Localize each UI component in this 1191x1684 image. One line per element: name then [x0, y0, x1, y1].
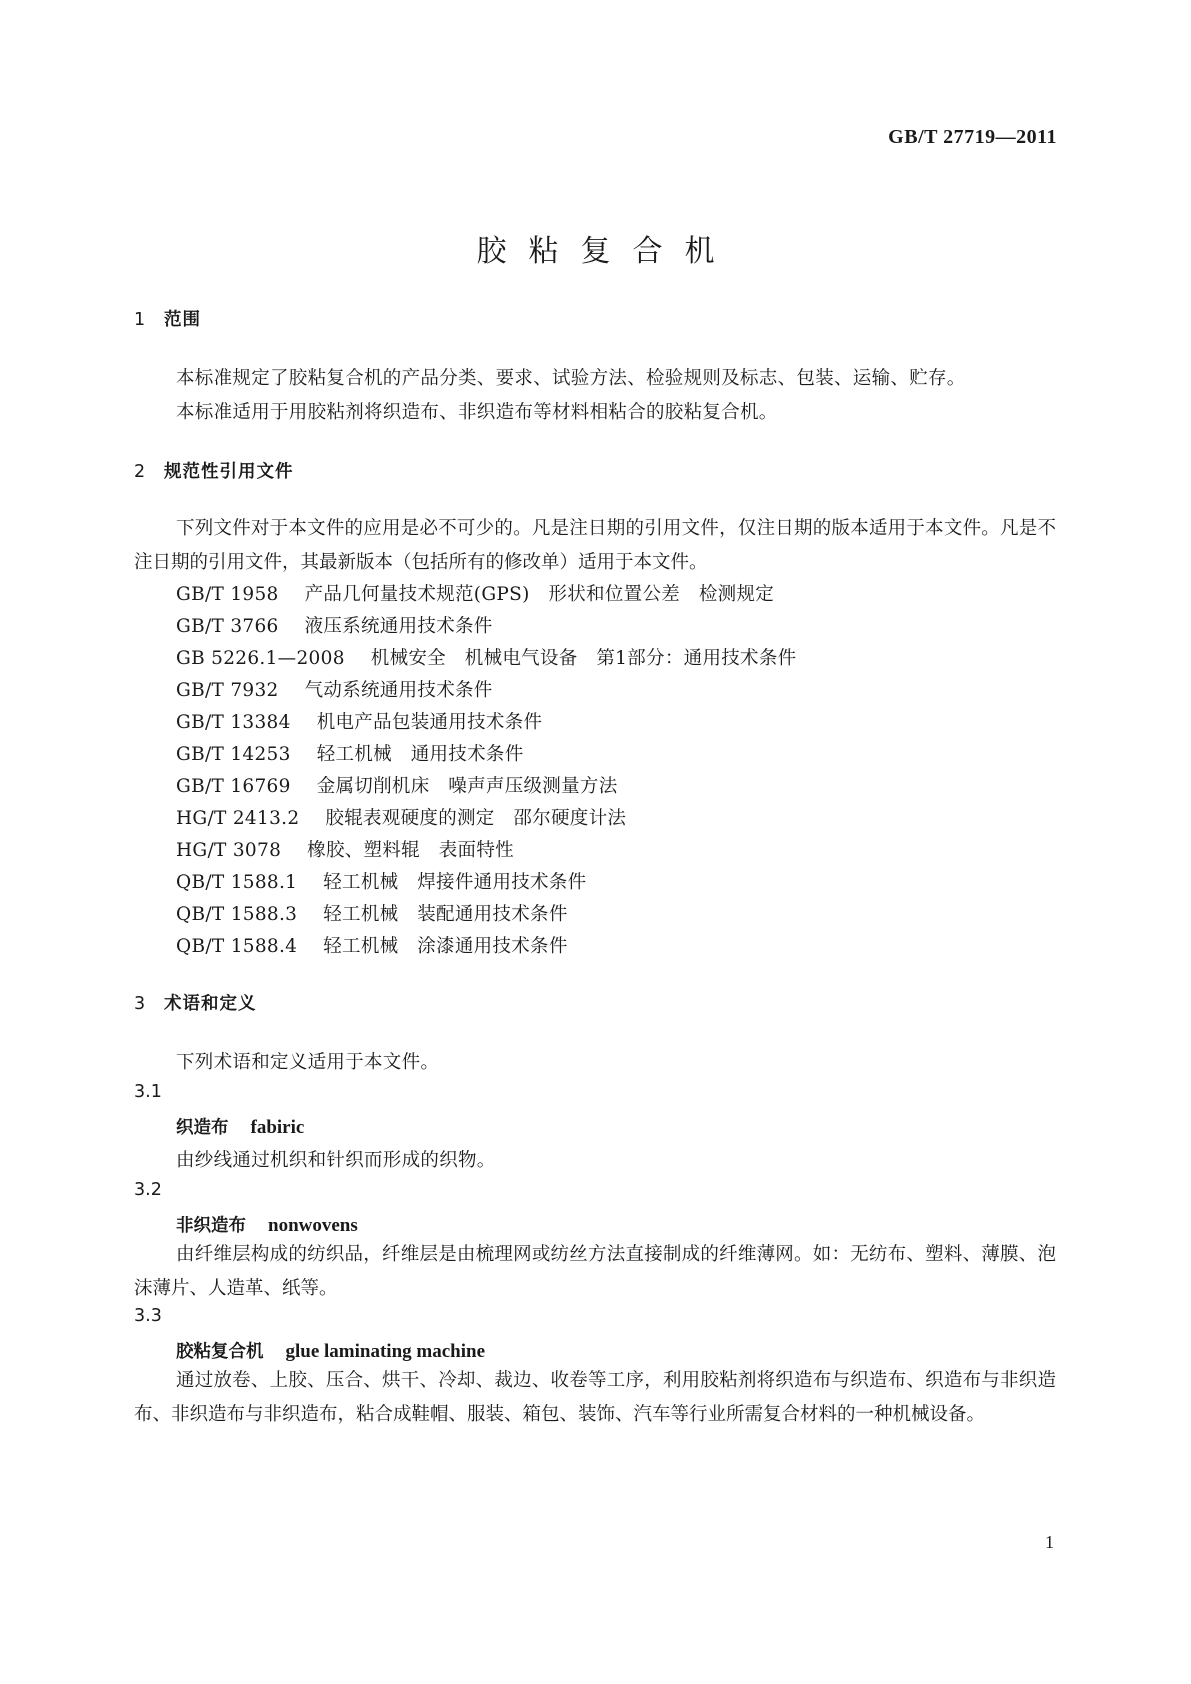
- reference-code: QB/T 1588.3: [176, 904, 298, 925]
- term-definition: 由纱线通过机织和针织而形成的织物。: [176, 1150, 496, 1171]
- term-zh: 非织造布: [176, 1216, 246, 1236]
- reference-item: [176, 804, 626, 830]
- reference-code: QB/T 1588.4: [176, 936, 298, 957]
- section-1-number: 1: [134, 310, 147, 330]
- reference-item: [176, 580, 774, 606]
- reference-item: [176, 772, 618, 798]
- reference-code: HG/T 3078: [176, 840, 282, 861]
- term-heading: [176, 1212, 358, 1237]
- reference-title: 橡胶、塑料辊 表面特性: [307, 840, 514, 861]
- term-heading: [176, 1338, 485, 1363]
- section-1-title: 范围: [164, 310, 201, 330]
- section-2-heading: [134, 458, 294, 483]
- term-en: glue laminating machine: [285, 1341, 486, 1362]
- reference-item: [176, 676, 493, 702]
- reference-code: HG/T 2413.2: [176, 808, 300, 829]
- term-number: 3.2: [134, 1180, 162, 1200]
- reference-title: 轻工机械 装配通用技术条件: [323, 904, 568, 925]
- reference-code: GB/T 3766: [176, 616, 279, 637]
- reference-item: [176, 740, 524, 766]
- section-1-paragraph-1: 本标准规定了胶粘复合机的产品分类、要求、试验方法、检验规则及标志、包装、运输、贮存。: [176, 368, 966, 389]
- page-number: 1: [1045, 1532, 1054, 1552]
- reference-item: [176, 612, 493, 638]
- reference-code: GB/T 16769: [176, 776, 291, 797]
- reference-title: 轻工机械 焊接件通用技术条件: [323, 872, 587, 893]
- term-definition: 由纤维层构成的纺织品，纤维层是由梳理网或纺丝方法直接制成的纤维薄网。如：无纺布、塑料、薄膜、泡沫薄片、人造革、纸等。: [134, 1244, 1056, 1299]
- reference-title: 气动系统通用技术条件: [304, 680, 493, 701]
- standard-code: GB/T 27719—2011: [888, 126, 1057, 148]
- reference-item: [176, 900, 568, 926]
- section-3-heading: [134, 990, 257, 1015]
- reference-code: GB/T 7932: [176, 680, 279, 701]
- term-definition: 通过放卷、上胶、压合、烘干、冷却、裁边、收卷等工序，利用胶粘剂将织造布与织造布、织造布与非织造布、非织造布与非织造布，粘合成鞋帽、服装、箱包、装饰、汽车等行业所需复合材料的一种机械设备。: [134, 1370, 1056, 1425]
- reference-item: [176, 836, 514, 862]
- reference-code: GB/T 13384: [176, 712, 291, 733]
- reference-item: [176, 708, 542, 734]
- term-en: fabiric: [250, 1117, 305, 1138]
- reference-title: 胶辊表观硬度的测定 邵尔硬度计法: [325, 808, 627, 829]
- section-3-intro: 下列术语和定义适用于本文件。: [176, 1052, 440, 1073]
- term-heading: [176, 1114, 304, 1139]
- section-1-paragraph-2: 本标准适用于用胶粘剂将织造布、非织造布等材料相粘合的胶粘复合机。: [176, 402, 778, 423]
- term-zh: 织造布: [176, 1118, 229, 1138]
- reference-title: 轻工机械 通用技术条件: [316, 744, 524, 765]
- reference-title: 机电产品包装通用技术条件: [316, 712, 543, 733]
- reference-title: 机械安全 机械电气设备 第1部分：通用技术条件: [370, 648, 797, 669]
- term-number: 3.1: [134, 1082, 162, 1102]
- document-title: 胶粘复合机: [476, 234, 737, 269]
- reference-title: 轻工机械 涂漆通用技术条件: [323, 936, 568, 957]
- reference-item: [176, 868, 586, 894]
- reference-item: [176, 644, 796, 670]
- section-3-title: 术语和定义: [164, 994, 257, 1014]
- reference-title: 液压系统通用技术条件: [304, 616, 493, 637]
- term-number: 3.3: [134, 1306, 162, 1326]
- section-1-heading: [134, 306, 201, 331]
- section-3-number: 3: [134, 994, 147, 1014]
- reference-code: QB/T 1588.1: [176, 872, 298, 893]
- reference-item: [176, 932, 568, 958]
- term-zh: 胶粘复合机: [176, 1342, 264, 1362]
- reference-title: 产品几何量技术规范(GPS) 形状和位置公差 检测规定: [304, 584, 775, 605]
- reference-code: GB 5226.1—2008: [176, 648, 345, 669]
- reference-code: GB/T 1958: [176, 584, 279, 605]
- reference-code: GB/T 14253: [176, 744, 291, 765]
- section-2-intro: 下列文件对于本文件的应用是必不可少的。凡是注日期的引用文件，仅注日期的版本适用于本文件。凡是不注日期的引用文件，其最新版本（包括所有的修改单）适用于本文件。: [134, 518, 1056, 573]
- section-2-number: 2: [134, 462, 147, 482]
- section-2-title: 规范性引用文件: [164, 462, 294, 482]
- reference-title: 金属切削机床 噪声声压级测量方法: [316, 776, 618, 797]
- term-en: nonwovens: [268, 1215, 358, 1236]
